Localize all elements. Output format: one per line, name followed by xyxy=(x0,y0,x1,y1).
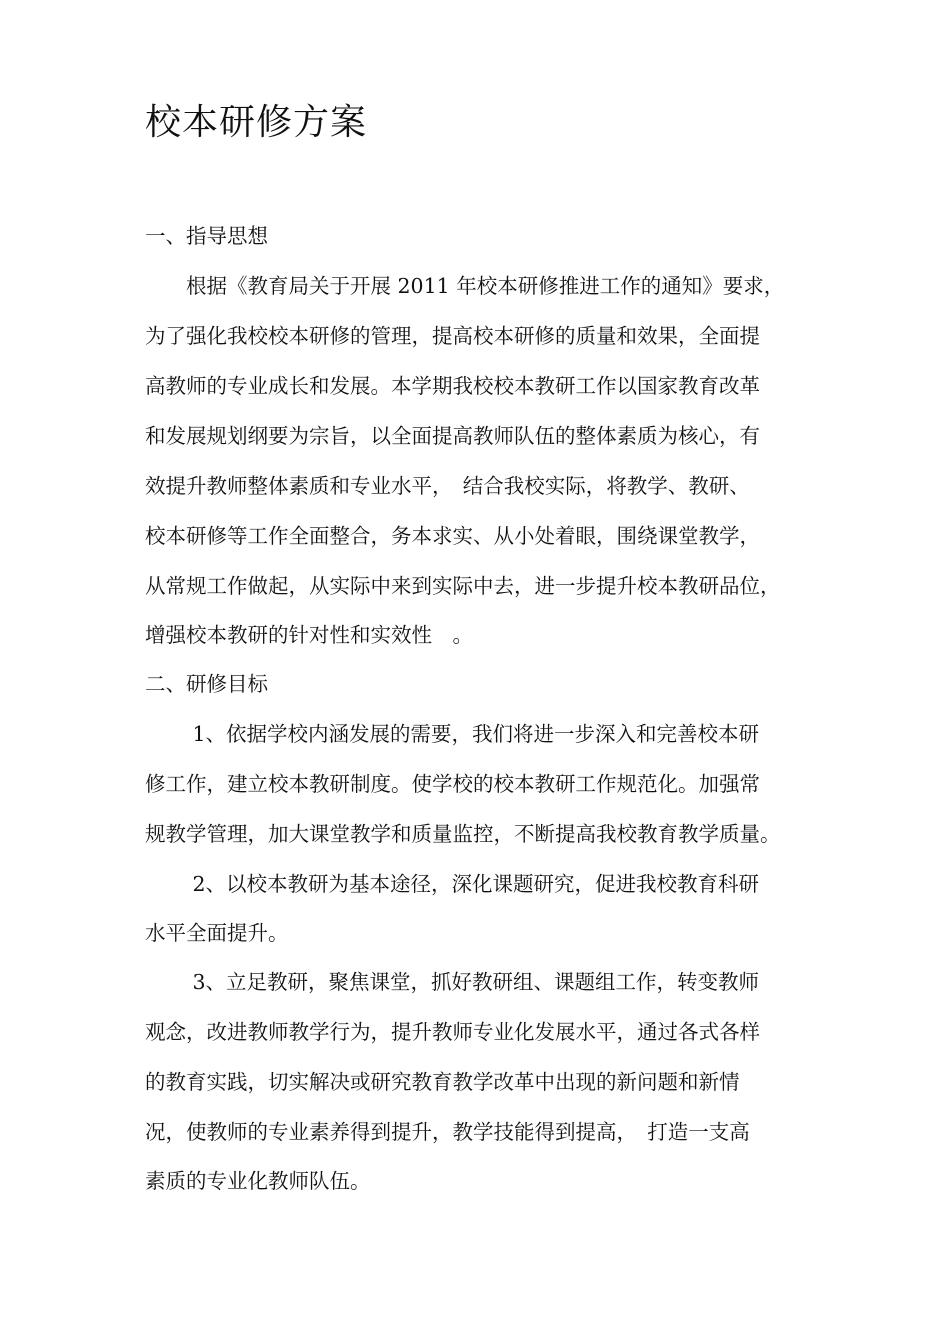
section-heading: 一、指导思想 xyxy=(145,224,268,248)
paragraph-line: 的教育实践，切实解决或研究教育教学改革中出现的新问题和新情 xyxy=(145,1070,740,1094)
paragraph-line: 修工作，建立校本教研制度。使学校的校本教研工作规范化。加强常 xyxy=(145,772,760,796)
paragraph-line: 素质的专业化教师队伍。 xyxy=(145,1169,371,1193)
paragraph-line: 效提升教师整体素质和专业水平， 结合我校实际，将教学、教研、 xyxy=(145,474,750,498)
paragraph-line: 根据《教育局关于开展 2011 年校本研修推进工作的通知》要求， xyxy=(145,274,785,298)
paragraph-line: 校本研修等工作全面整合，务本求实、从小处着眼，围绕课堂教学， xyxy=(145,524,760,548)
paragraph-line: 水平全面提升。 xyxy=(145,921,289,945)
paragraph-line: 1、依据学校内涵发展的需要，我们将进一步深入和完善校本研 xyxy=(145,722,760,746)
paragraph-line: 观念，改进教师教学行为，提升教师专业化发展水平，通过各式各样 xyxy=(145,1020,760,1044)
paragraph-line: 3、立足教研，聚焦课堂，抓好教研组、课题组工作，转变教师 xyxy=(145,970,760,994)
paragraph-line: 增强校本教研的针对性和实效性 。 xyxy=(145,623,473,647)
paragraph-line: 从常规工作做起，从实际中来到实际中去，进一步提升校本教研品位， xyxy=(145,574,781,598)
document-title: 校本研修方案 xyxy=(145,102,368,143)
paragraph-line: 2、以校本教研为基本途径，深化课题研究，促进我校教育科研 xyxy=(145,872,760,896)
paragraph-line: 为了强化我校校本研修的管理，提高校本研修的质量和效果，全面提 xyxy=(145,324,760,348)
paragraph-line: 和发展规划纲要为宗旨，以全面提高教师队伍的整体素质为核心，有 xyxy=(145,424,760,448)
section-heading: 二、研修目标 xyxy=(145,672,268,696)
paragraph-line: 规教学管理，加大课堂教学和质量监控，不断提高我校教育教学质量。 xyxy=(145,822,781,846)
paragraph-line: 况，使教师的专业素养得到提升，教学技能得到提高， 打造一支高 xyxy=(145,1120,750,1144)
paragraph-line: 高教师的专业成长和发展。本学期我校校本教研工作以国家教育改革 xyxy=(145,374,760,398)
